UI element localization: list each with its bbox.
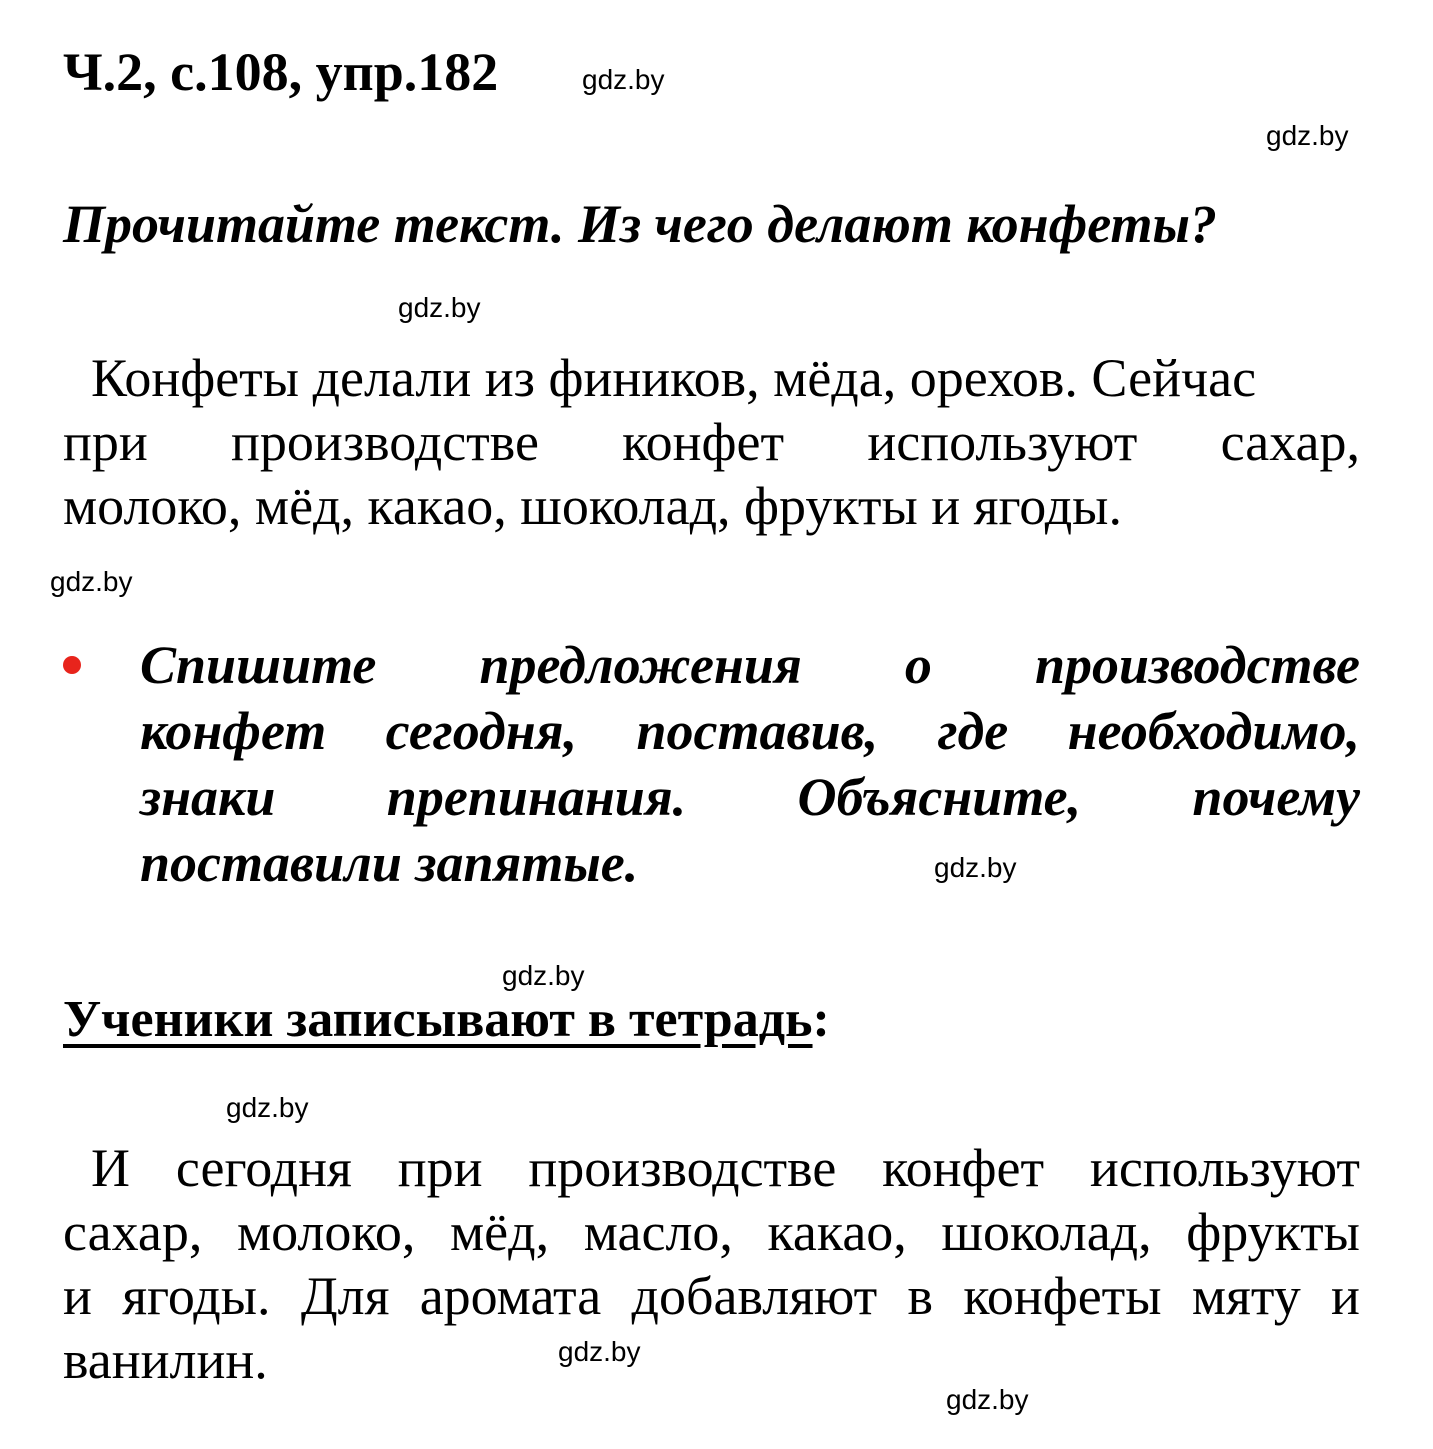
instruction-line-4: поставили запятые.	[140, 833, 639, 893]
word: Для	[300, 1266, 390, 1326]
word: необходимо,	[1067, 701, 1360, 761]
word: масло,	[583, 1202, 733, 1262]
watermark: gdz.by	[502, 960, 585, 991]
word: И	[91, 1138, 130, 1198]
answer-line-2	[63, 1200, 1360, 1264]
word: и	[63, 1266, 92, 1326]
word: молоко,	[236, 1202, 416, 1262]
watermark: gdz.by	[398, 292, 481, 323]
word: при	[397, 1138, 483, 1198]
word: производстве	[1034, 635, 1360, 695]
page-title: Ч.2, с.108, упр.182	[63, 42, 499, 102]
instruction-line-2	[140, 698, 1360, 764]
watermark: gdz.by	[1266, 120, 1349, 151]
word: сахар,	[1220, 412, 1360, 472]
word: производстве	[231, 412, 539, 472]
word: сегодня	[175, 1138, 352, 1198]
word: аромата	[419, 1266, 602, 1326]
word: и	[1331, 1266, 1360, 1326]
word: конфет	[882, 1138, 1045, 1198]
word: конфеты	[963, 1266, 1162, 1326]
watermark: gdz.by	[50, 566, 133, 597]
source-text-line-2	[63, 410, 1360, 474]
source-text	[63, 346, 1360, 538]
word: сегодня,	[385, 701, 578, 761]
word: фрукты	[1186, 1202, 1360, 1262]
word: добавляют	[631, 1266, 878, 1326]
word: препинания.	[386, 767, 687, 827]
watermark: gdz.by	[934, 852, 1017, 883]
word: ягоды.	[122, 1266, 271, 1326]
word: шоколад,	[941, 1202, 1152, 1262]
word: конфет	[622, 412, 785, 472]
watermark: gdz.by	[946, 1384, 1029, 1415]
answer-line-4: ванилин.	[63, 1330, 268, 1390]
answer-text	[63, 1136, 1360, 1392]
word: при	[63, 412, 148, 472]
word: знаки	[140, 767, 276, 827]
word: используют	[1089, 1138, 1360, 1198]
word: поставив,	[636, 701, 879, 761]
instruction-line-3	[140, 764, 1360, 830]
word: мёд,	[449, 1202, 550, 1262]
answer-line-3	[63, 1264, 1360, 1328]
watermark: gdz.by	[558, 1336, 641, 1367]
watermark: gdz.by	[226, 1092, 309, 1123]
word: производстве	[528, 1138, 837, 1198]
word: о	[904, 635, 932, 695]
word: где	[937, 701, 1009, 761]
word: Спишите	[140, 635, 377, 695]
word: используют	[867, 412, 1138, 472]
instruction-line-1	[140, 632, 1360, 698]
source-text-line-1: Конфеты делали из фиников, мёда, орехов. Сейчас	[91, 348, 1257, 408]
word: мяту	[1191, 1266, 1301, 1326]
source-text-line-3: молоко, мёд, какао, шоколад, фрукты и ягоды.	[63, 476, 1122, 536]
answer-heading	[63, 988, 830, 1052]
word: сахар,	[63, 1202, 203, 1262]
word: конфет	[140, 701, 327, 761]
answer-heading-text: Ученики записывают в тетрадь	[63, 991, 813, 1048]
word: какао,	[767, 1202, 907, 1262]
instruction-text	[140, 632, 1360, 896]
bullet-dot-icon	[63, 656, 81, 674]
word: предложения	[479, 635, 802, 695]
answer-line-1	[63, 1136, 1360, 1200]
answer-heading-colon: :	[812, 991, 830, 1048]
word: в	[907, 1266, 934, 1326]
watermark: gdz.by	[582, 64, 665, 95]
word: Объясните,	[797, 767, 1082, 827]
task-question: Прочитайте текст. Из чего делают конфеты?	[63, 194, 1218, 254]
word: почему	[1192, 767, 1360, 827]
